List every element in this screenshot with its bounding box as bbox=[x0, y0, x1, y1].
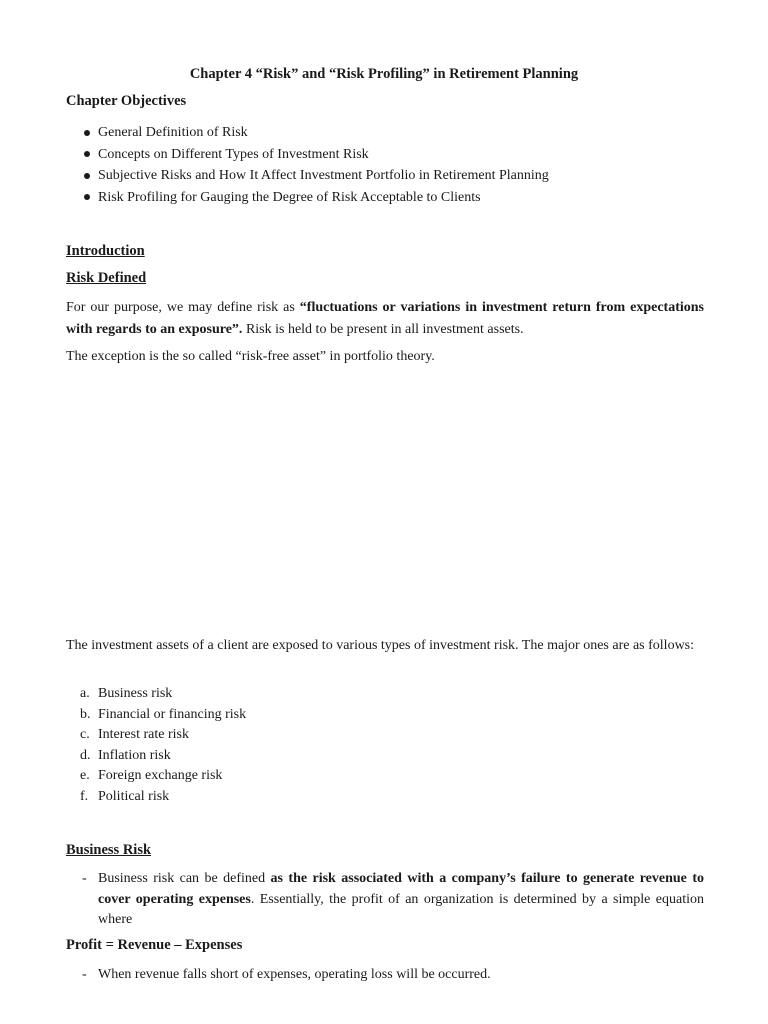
operating-loss-note: - When revenue falls short of expenses, operating loss will be occurred. bbox=[82, 965, 704, 986]
list-item: d. Inflation risk bbox=[80, 747, 171, 763]
list-item: Risk Profiling for Gauging the Degree of Risk Acceptable to Clients bbox=[82, 187, 549, 209]
bullet-icon bbox=[84, 173, 90, 179]
list-item: e. Foreign exchange risk bbox=[80, 768, 223, 783]
risk-definition-paragraph: For our purpose, we may define risk as “fluctuations or variations in investment return from expectations with regards to an exposure”. Risk is held to be present in all investment assets. bbox=[66, 300, 704, 337]
risk-types-list bbox=[80, 684, 246, 807]
bullet-icon bbox=[84, 194, 90, 200]
business-risk-emphasis: as the risk associated with a company’s failure to generate revenue to cover operating expenses bbox=[98, 871, 704, 907]
risk-defined-heading: Risk Defined bbox=[66, 270, 147, 286]
objectives-list bbox=[82, 122, 549, 208]
bullet-icon bbox=[84, 151, 90, 157]
bullet-icon bbox=[84, 130, 90, 136]
introduction-heading: Introduction bbox=[66, 243, 145, 259]
objectives-heading: Chapter Objectives bbox=[66, 93, 187, 109]
profit-equation: Profit = Revenue – Expenses bbox=[66, 937, 243, 953]
dash-marker: - bbox=[82, 871, 87, 886]
business-risk-heading: Business Risk bbox=[66, 842, 152, 858]
list-item: a. Business risk bbox=[80, 686, 173, 701]
list-item: Subjective Risks and How It Affect Investment Portfolio in Retirement Planning bbox=[82, 165, 549, 187]
list-item: c. Interest rate risk bbox=[80, 727, 189, 742]
dash-marker: - bbox=[82, 967, 87, 982]
chapter-title: Chapter 4 “Risk” and “Risk Profiling” in Retirement Planning bbox=[189, 66, 579, 82]
investment-risk-intro: The investment assets of a client are exposed to various types of investment risk. The major ones are as follows: bbox=[66, 638, 695, 653]
risk-definition-emphasis: “fluctuations or variations in investment return from expectations with regards to an exposure”. bbox=[66, 300, 704, 337]
list-item: f. Political risk bbox=[80, 788, 170, 804]
list-item: b. Financial or financing risk bbox=[80, 706, 247, 722]
list-item: Concepts on Different Types of Investment Risk bbox=[82, 144, 549, 166]
list-item: General Definition of Risk bbox=[82, 122, 549, 144]
risk-free-paragraph: The exception is the so called “risk-free asset” in portfolio theory. bbox=[66, 349, 435, 364]
business-risk-definition: - Business risk can be defined as the risk associated with a company’s failure to generate revenue to cover operating expenses. Essentially, the profit of an organization is determined by a simple equation where bbox=[82, 871, 704, 927]
